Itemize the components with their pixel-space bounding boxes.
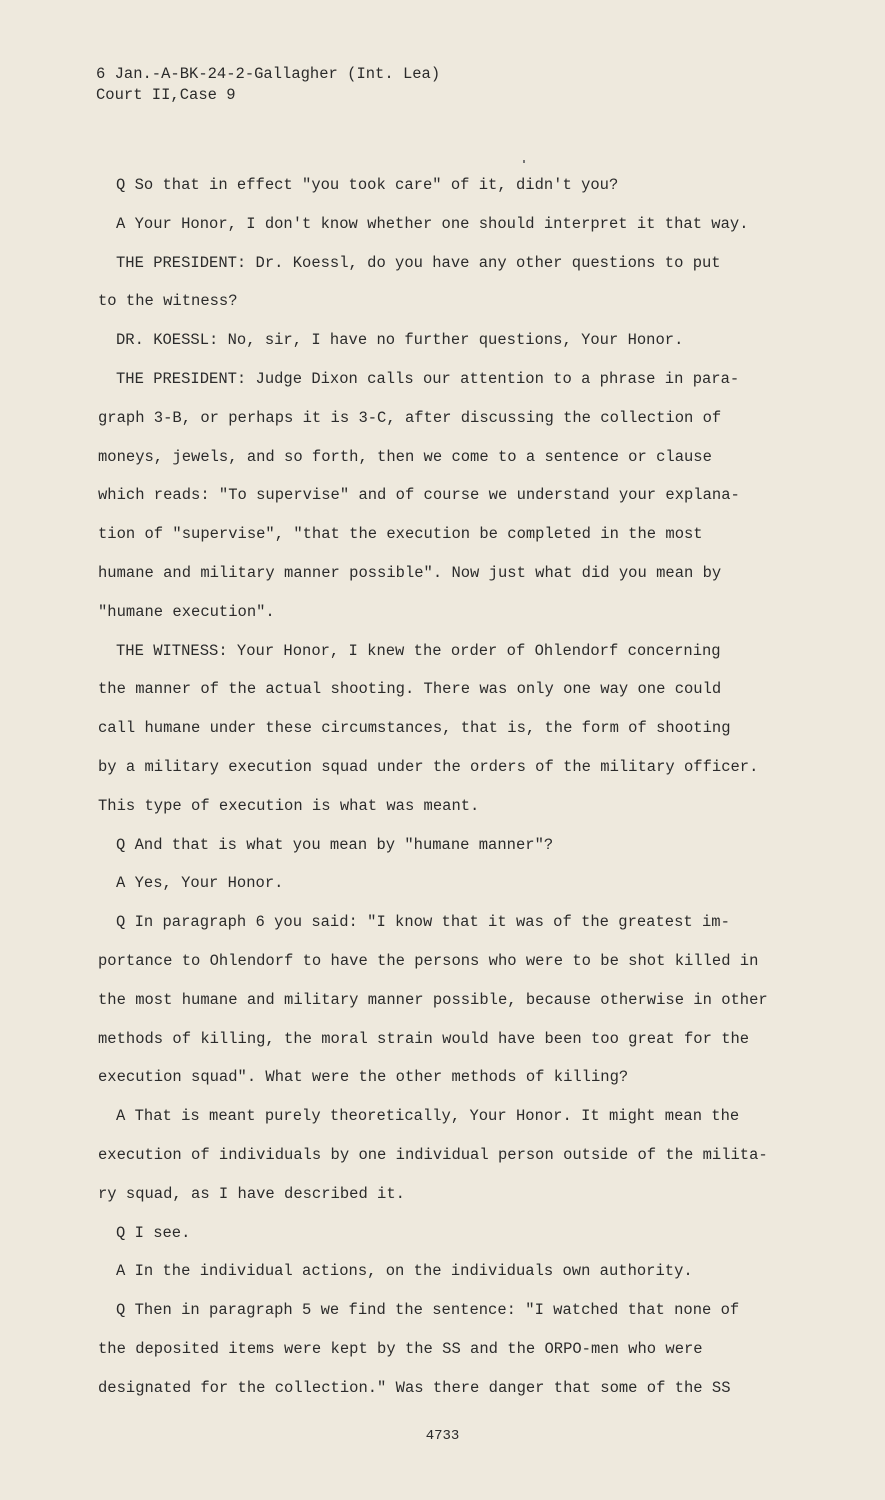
transcript-line: THE PRESIDENT: Dr. Koessl, do you have any other questions to put (116, 253, 721, 272)
transcript-line: A Your Honor, I don't know whether one should interpret it that way. (116, 214, 749, 233)
header-court-line: Court II,Case 9 (96, 86, 236, 104)
transcript-body (98, 176, 798, 1418)
transcript-line: execution squad". What were the other methods of killing? (98, 1068, 629, 1087)
transcript-line: execution of individuals by one individual person outside of the milita- (98, 1145, 768, 1164)
transcript-line: humane and military manner possible". Now just what did you mean by (98, 563, 722, 582)
transcript-line: call humane under these circumstances, that is, the form of shooting (98, 719, 731, 738)
transcript-line: A That is meant purely theoretically, Your Honor. It might mean the (116, 1107, 740, 1126)
transcript-line: THE WITNESS: Your Honor, I knew the order of Ohlendorf concerning (116, 641, 721, 660)
transcript-line: the most humane and military manner possible, because otherwise in other (98, 990, 768, 1009)
transcript-line: moneys, jewels, and so forth, then we come to a sentence or clause (98, 447, 712, 466)
transcript-line: A In the individual actions, on the individuals own authority. (116, 1262, 693, 1281)
transcript-line: Q Then in paragraph 5 we find the sentence: "I watched that none of (116, 1301, 740, 1320)
transcript-line: portance to Ohlendorf to have the persons who were to be shot killed in (98, 951, 759, 970)
transcript-line: designated for the collection." Was there danger that some of the SS (98, 1378, 731, 1397)
transcript-line: "humane execution". (98, 602, 275, 621)
transcript-line: Q In paragraph 6 you said: "I know that it was of the greatest im- (116, 913, 730, 932)
transcript-line: methods of killing, the moral strain would have been too great for the (98, 1029, 750, 1048)
page-number: 4733 (425, 1428, 460, 1444)
stray-mark (523, 160, 525, 163)
transcript-line: Q And that is what you mean by "humane manner"? (116, 835, 554, 854)
document-header (96, 64, 440, 106)
transcript-line: graph 3-B, or perhaps it is 3-C, after discussing the collection of (98, 408, 722, 427)
transcript-line: A Yes, Your Honor. (116, 874, 284, 893)
transcript-line: which reads: "To supervise" and of course we understand your explana- (98, 486, 740, 505)
transcript-line: tion of "supervise", "that the execution be completed in the most (98, 525, 703, 544)
transcript-line: to the witness? (98, 292, 238, 311)
transcript-line: This type of execution is what was meant. (98, 796, 480, 815)
transcript-line: the deposited items were kept by the SS and the ORPO-men who were (98, 1339, 703, 1358)
transcript-line: Q I see. (116, 1223, 191, 1242)
transcript-line: Q So that in effect "you took care" of it, didn't you? (116, 176, 619, 194)
transcript-line: ry squad, as I have described it. (98, 1184, 405, 1203)
transcript-line: DR. KOESSL: No, sir, I have no further questions, Your Honor. (116, 331, 684, 350)
transcript-line: by a military execution squad under the orders of the military officer. (98, 757, 759, 776)
header-reference-line: 6 Jan.-A-BK-24-2-Gallagher (Int. Lea) (96, 65, 441, 83)
transcript-line: THE PRESIDENT: Judge Dixon calls our attention to a phrase in para- (116, 369, 740, 388)
transcript-line: the manner of the actual shooting. There was only one way one could (98, 680, 722, 699)
